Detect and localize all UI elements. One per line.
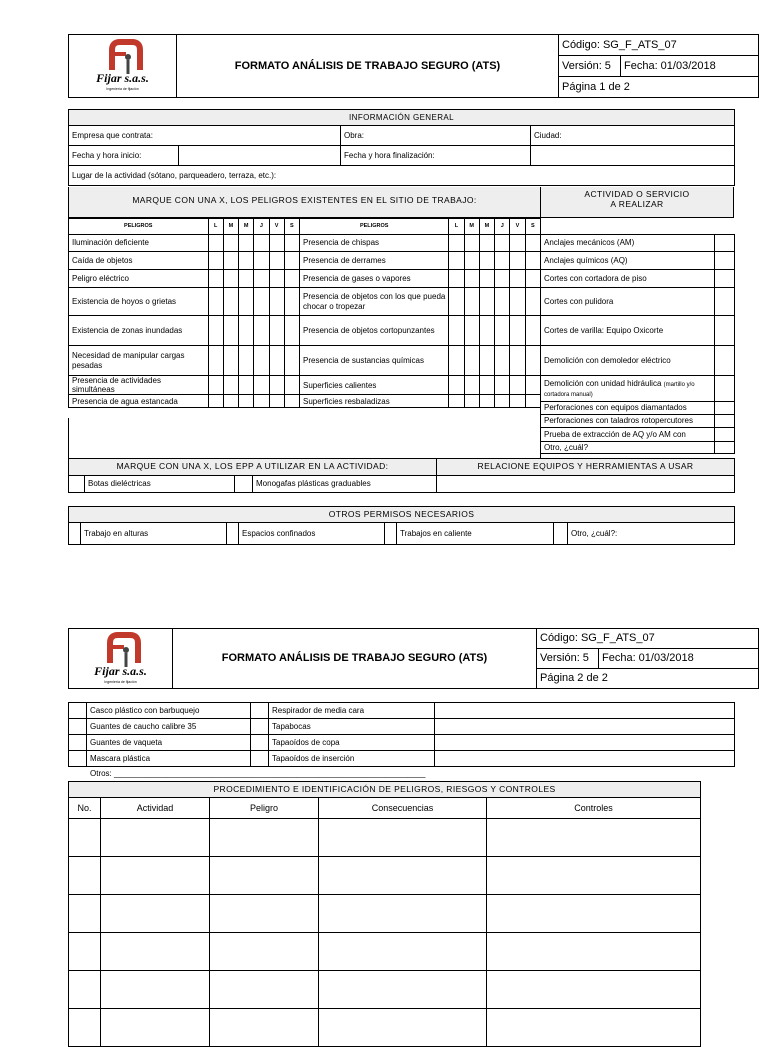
activity-label <box>541 402 715 415</box>
hazard-check[interactable] <box>269 376 284 395</box>
hazard-check[interactable] <box>510 395 525 408</box>
permit-check[interactable] <box>554 523 568 545</box>
epp-check[interactable] <box>251 719 269 735</box>
hazard-label: Iluminación deficiente <box>69 235 209 252</box>
activity-row <box>541 346 735 376</box>
hazard-label: Necesidad de manipular cargas pesadas <box>69 346 209 376</box>
logo-text: Fijar s.a.s. <box>96 71 149 85</box>
activity-label <box>541 316 715 346</box>
activity-row <box>541 402 735 415</box>
hazard-check[interactable] <box>223 270 238 288</box>
hazard-check[interactable] <box>449 376 464 395</box>
epp-item: Guantes de caucho calibre 35 <box>87 719 251 735</box>
hazard-check[interactable] <box>510 270 525 288</box>
hazard-check[interactable] <box>464 316 479 346</box>
document-title: FORMATO ANÁLISIS DE TRABAJO SEGURO (ATS) <box>173 629 537 689</box>
day-label: L <box>208 219 223 235</box>
hazard-check[interactable] <box>284 346 299 376</box>
hazard-label: Presencia de derrames <box>300 252 449 270</box>
equipment-field[interactable] <box>435 735 735 751</box>
epp-item: Monogafas plásticas graduables <box>253 476 437 493</box>
logo-subtitle: Ingeniería de fijación <box>106 87 139 91</box>
activity-text: Anclajes químicos (AQ) <box>544 255 628 265</box>
hazard-check[interactable] <box>254 235 269 252</box>
hazard-check[interactable] <box>525 376 540 395</box>
activity-label <box>541 252 715 270</box>
hazard-check[interactable] <box>208 252 223 270</box>
activity-check[interactable] <box>715 376 735 402</box>
activity-check[interactable] <box>715 402 735 415</box>
hazard-check[interactable] <box>464 395 479 408</box>
hazard-check[interactable] <box>495 288 510 316</box>
day-label: S <box>284 219 299 235</box>
hazard-check[interactable] <box>495 316 510 346</box>
hazard-check[interactable] <box>479 376 494 395</box>
hazard-check[interactable] <box>269 346 284 376</box>
procedure-cell[interactable] <box>101 895 210 933</box>
hazard-check[interactable] <box>208 346 223 376</box>
hazard-label: Presencia de gases o vapores <box>300 270 449 288</box>
day-label: J <box>254 219 269 235</box>
hazards-heading: MARQUE CON UNA X, LOS PELIGROS EXISTENTES EN EL SITIO DE TRABAJO: <box>68 187 541 218</box>
hazard-check[interactable] <box>449 316 464 346</box>
page1-header <box>68 34 759 98</box>
activity-check[interactable] <box>715 415 735 428</box>
hazard-check[interactable] <box>269 252 284 270</box>
epp-heading: MARQUE CON UNA X, LOS EPP A UTILIZAR EN LA ACTIVIDAD: <box>69 459 437 476</box>
procedure-column-header: Controles <box>487 798 701 819</box>
hazard-check[interactable] <box>479 252 494 270</box>
permit-item: Otro, ¿cuál?: <box>568 523 735 545</box>
document-code: Código: SG_F_ATS_07 <box>537 629 759 649</box>
procedure-cell[interactable] <box>319 819 487 857</box>
epp2-table <box>68 702 735 767</box>
epp-check[interactable] <box>69 476 85 493</box>
equipment-field[interactable] <box>437 476 735 493</box>
procedure-cell[interactable] <box>487 1009 701 1047</box>
permit-check[interactable] <box>385 523 397 545</box>
fecha-inicio-label: Fecha y hora inicio: <box>69 146 179 166</box>
epp-item: Tapaoídos de inserción <box>269 751 435 767</box>
activity-check[interactable] <box>715 316 735 346</box>
activity-text: Cortes con pulidora <box>544 296 614 306</box>
hazard-check[interactable] <box>239 316 254 346</box>
hazard-check[interactable] <box>510 376 525 395</box>
empresa-field[interactable]: Empresa que contrata: <box>69 126 341 146</box>
hazard-check[interactable] <box>525 346 540 376</box>
procedure-cell[interactable] <box>210 895 319 933</box>
hazard-check[interactable] <box>449 346 464 376</box>
hazard-check[interactable] <box>510 252 525 270</box>
activity-row <box>541 376 735 402</box>
hazard-check[interactable] <box>479 270 494 288</box>
permit-item: Espacios confinados <box>239 523 385 545</box>
hazard-label: Presencia de sustancias químicas <box>300 346 449 376</box>
activity-text: Otro, ¿cuál? <box>544 442 589 452</box>
epp-check[interactable] <box>251 751 269 767</box>
hazard-check[interactable] <box>239 252 254 270</box>
hazard-check[interactable] <box>239 346 254 376</box>
procedure-table <box>68 781 701 1047</box>
procedure-cell[interactable] <box>487 895 701 933</box>
fecha-fin-field[interactable] <box>531 146 735 166</box>
hazard-check[interactable] <box>525 288 540 316</box>
procedure-column-header: No. <box>69 798 101 819</box>
permit-check[interactable] <box>69 523 81 545</box>
activity-label <box>541 415 715 428</box>
procedure-column-header: Peligro <box>210 798 319 819</box>
ciudad-field[interactable]: Ciudad: <box>531 126 735 146</box>
company-logo <box>88 38 158 94</box>
company-logo <box>86 631 156 687</box>
procedure-cell[interactable] <box>69 857 101 895</box>
procedure-row <box>69 933 701 971</box>
procedure-cell[interactable] <box>487 857 701 895</box>
activity-row <box>541 235 735 252</box>
procedure-row <box>69 819 701 857</box>
activity-text: Perforaciones con equipos diamantados <box>544 403 687 413</box>
activity-row <box>541 252 735 270</box>
hazard-check[interactable] <box>479 346 494 376</box>
hazard-check[interactable] <box>269 235 284 252</box>
hazard-label: Presencia de objetos cortopunzantes <box>300 316 449 346</box>
hazard-check[interactable] <box>254 346 269 376</box>
procedure-cell[interactable] <box>101 857 210 895</box>
obra-field[interactable]: Obra: <box>341 126 531 146</box>
procedure-cell[interactable] <box>101 1009 210 1047</box>
procedure-cell[interactable] <box>487 819 701 857</box>
epp-item: Guantes de vaqueta <box>87 735 251 751</box>
hazard-row <box>69 252 541 270</box>
procedure-cell[interactable] <box>69 971 101 1009</box>
document-version: Versión: 5 <box>559 56 621 77</box>
activity-row <box>541 428 735 442</box>
hazard-check[interactable] <box>223 395 238 408</box>
activity-row <box>541 415 735 428</box>
fecha-fin-label: Fecha y hora finalización: <box>341 146 531 166</box>
hazard-check[interactable] <box>269 395 284 408</box>
hazard-check[interactable] <box>223 346 238 376</box>
procedure-cell[interactable] <box>69 1009 101 1047</box>
hazard-col-label: PELIGROS <box>300 219 449 235</box>
hazards-blank-area <box>68 418 541 459</box>
hazard-check[interactable] <box>525 395 540 408</box>
equipment-heading: RELACIONE EQUIPOS Y HERRAMIENTAS A USAR <box>437 459 735 476</box>
epp-table <box>68 458 735 493</box>
document-version: Versión: 5 <box>537 649 599 669</box>
epp-item: Casco plástico con barbuquejo <box>87 703 251 719</box>
day-label: M <box>223 219 238 235</box>
procedure-cell[interactable] <box>210 971 319 1009</box>
procedure-column-header: Actividad <box>101 798 210 819</box>
hazard-check[interactable] <box>208 270 223 288</box>
general-info-table <box>68 109 735 186</box>
hazard-check[interactable] <box>239 376 254 395</box>
permit-item: Trabajos en caliente <box>397 523 554 545</box>
hazard-check[interactable] <box>449 270 464 288</box>
day-label: M <box>464 219 479 235</box>
hazard-label: Presencia de chispas <box>300 235 449 252</box>
hazard-check[interactable] <box>223 376 238 395</box>
hazard-check[interactable] <box>284 316 299 346</box>
document-title: FORMATO ANÁLISIS DE TRABAJO SEGURO (ATS) <box>177 35 559 98</box>
hazard-check[interactable] <box>464 376 479 395</box>
hazard-check[interactable] <box>510 288 525 316</box>
hazard-check[interactable] <box>284 270 299 288</box>
hazard-check[interactable] <box>464 346 479 376</box>
activities-table <box>540 234 735 454</box>
activity-label <box>541 376 715 402</box>
activity-text: Cortes de varilla: Equipo Oxicorte <box>544 325 664 335</box>
procedure-row <box>69 857 701 895</box>
permits-table <box>68 506 735 545</box>
activity-check[interactable] <box>715 235 735 252</box>
activity-check[interactable] <box>715 252 735 270</box>
hazard-row <box>69 376 541 395</box>
equipment-field[interactable] <box>435 751 735 767</box>
activity-text: Prueba de extracción de AQ y/o AM con <box>544 429 686 439</box>
activity-row <box>541 442 735 454</box>
activity-text: Demolición con demoledor eléctrico <box>544 355 671 365</box>
procedure-cell[interactable] <box>69 895 101 933</box>
activity-row <box>541 316 735 346</box>
activity-label <box>541 428 715 442</box>
hazard-label: Presencia de objetos con los que pueda chocar o tropezar <box>300 288 449 316</box>
hazard-check[interactable] <box>223 288 238 316</box>
document-date: Fecha: 01/03/2018 <box>599 649 759 669</box>
hazard-check[interactable] <box>284 288 299 316</box>
page-number: Página 2 de 2 <box>537 669 759 689</box>
hazard-check[interactable] <box>525 252 540 270</box>
procedure-cell[interactable] <box>69 819 101 857</box>
procedure-cell[interactable] <box>101 819 210 857</box>
section-heading: INFORMACIÓN GENERAL <box>69 110 735 126</box>
page2-header <box>68 628 759 689</box>
epp-check[interactable] <box>251 703 269 719</box>
otros-line[interactable]: Otros: ______________________________________________________________________ <box>90 769 426 778</box>
hazard-check[interactable] <box>495 376 510 395</box>
document-code: Código: SG_F_ATS_07 <box>559 35 759 56</box>
hazard-check[interactable] <box>284 235 299 252</box>
activity-label <box>541 442 715 454</box>
procedure-cell[interactable] <box>319 1009 487 1047</box>
activity-check[interactable] <box>715 442 735 454</box>
procedure-cell[interactable] <box>487 971 701 1009</box>
procedure-cell[interactable] <box>210 933 319 971</box>
hazard-check[interactable] <box>449 252 464 270</box>
equipment-field[interactable] <box>435 703 735 719</box>
procedure-cell[interactable] <box>319 857 487 895</box>
hazard-check[interactable] <box>208 376 223 395</box>
activity-row <box>541 288 735 316</box>
hazard-label: Existencia de hoyos o grietas <box>69 288 209 316</box>
hazard-check[interactable] <box>223 235 238 252</box>
procedure-cell[interactable] <box>69 933 101 971</box>
permit-check[interactable] <box>227 523 239 545</box>
activity-label <box>541 288 715 316</box>
procedure-cell[interactable] <box>210 857 319 895</box>
day-label: S <box>525 219 540 235</box>
activity-check[interactable] <box>715 346 735 376</box>
hazard-check[interactable] <box>254 252 269 270</box>
epp-item: Mascara plástica <box>87 751 251 767</box>
hazard-check[interactable] <box>479 395 494 408</box>
permit-item: Trabajo en alturas <box>81 523 227 545</box>
epp-item: Tapabocas <box>269 719 435 735</box>
hazard-check[interactable] <box>479 235 494 252</box>
activity-text: Demolición con unidad hidráulica <box>544 378 662 388</box>
hazard-check[interactable] <box>464 288 479 316</box>
procedure-cell[interactable] <box>319 933 487 971</box>
hazard-check[interactable] <box>269 316 284 346</box>
hazard-check[interactable] <box>510 346 525 376</box>
procedure-heading: PROCEDIMIENTO E IDENTIFICACIÓN DE PELIGROS, RIESGOS Y CONTROLES <box>69 782 701 798</box>
epp-check[interactable] <box>69 735 87 751</box>
hazard-check[interactable] <box>464 252 479 270</box>
hazard-row <box>69 346 541 376</box>
hazard-check[interactable] <box>464 270 479 288</box>
hazard-check[interactable] <box>254 270 269 288</box>
epp-check[interactable] <box>235 476 253 493</box>
activity-heading: ACTIVIDAD O SERVICIO A REALIZAR <box>540 187 734 218</box>
day-label: M <box>239 219 254 235</box>
hazard-check[interactable] <box>223 252 238 270</box>
procedure-column-header: Consecuencias <box>319 798 487 819</box>
hazard-check[interactable] <box>449 395 464 408</box>
day-label: L <box>449 219 464 235</box>
hazard-check[interactable] <box>208 288 223 316</box>
hazard-check[interactable] <box>495 346 510 376</box>
hazard-check[interactable] <box>284 252 299 270</box>
hazard-check[interactable] <box>269 288 284 316</box>
hazard-check[interactable] <box>254 376 269 395</box>
activity-text: Perforaciones con taladros rotopercutores <box>544 416 693 426</box>
day-label: J <box>495 219 510 235</box>
fecha-inicio-field[interactable] <box>179 146 341 166</box>
lugar-field[interactable]: Lugar de la actividad (sótano, parqueadero, terraza, etc.): <box>69 166 735 186</box>
activity-text: Anclajes mecánicos (AM) <box>544 238 635 248</box>
hazard-check[interactable] <box>239 235 254 252</box>
hazard-check[interactable] <box>510 316 525 346</box>
hazard-check[interactable] <box>495 252 510 270</box>
hazard-check[interactable] <box>208 235 223 252</box>
activity-label <box>541 235 715 252</box>
hazard-row <box>69 235 541 252</box>
hazard-label: Peligro eléctrico <box>69 270 209 288</box>
procedure-row <box>69 895 701 933</box>
hazard-check[interactable] <box>239 270 254 288</box>
hazards-table <box>68 218 541 408</box>
hazard-check[interactable] <box>254 395 269 408</box>
hazard-row <box>69 270 541 288</box>
hazard-row <box>69 316 541 346</box>
day-label: M <box>479 219 494 235</box>
epp-check[interactable] <box>69 719 87 735</box>
day-label: V <box>269 219 284 235</box>
hazard-check[interactable] <box>254 316 269 346</box>
hazard-check[interactable] <box>223 316 238 346</box>
epp-item: Respirador de media cara <box>269 703 435 719</box>
activity-label <box>541 270 715 288</box>
procedure-cell[interactable] <box>319 895 487 933</box>
epp-item: Botas dieléctricas <box>85 476 235 493</box>
hazard-label: Superficies resbaladizas <box>300 395 449 408</box>
hazard-check[interactable] <box>525 270 540 288</box>
permits-heading: OTROS PERMISOS NECESARIOS <box>69 507 735 523</box>
hazard-check[interactable] <box>269 270 284 288</box>
hazard-check[interactable] <box>284 395 299 408</box>
hazard-check[interactable] <box>525 235 540 252</box>
document-date: Fecha: 01/03/2018 <box>621 56 759 77</box>
hazard-check[interactable] <box>208 316 223 346</box>
hazard-check[interactable] <box>479 316 494 346</box>
procedure-cell[interactable] <box>210 1009 319 1047</box>
hazard-check[interactable] <box>525 316 540 346</box>
hazard-check[interactable] <box>495 270 510 288</box>
procedure-row <box>69 1009 701 1047</box>
hazard-col-label: PELIGROS <box>69 219 209 235</box>
procedure-cell[interactable] <box>487 933 701 971</box>
page-number: Página 1 de 2 <box>559 77 759 98</box>
logo-cell <box>69 35 177 98</box>
procedure-cell[interactable] <box>101 971 210 1009</box>
hazard-label: Superficies calientes <box>300 376 449 395</box>
epp-check[interactable] <box>69 751 87 767</box>
logo-text: Fijar s.a.s. <box>94 663 147 678</box>
activity-row <box>541 270 735 288</box>
activity-text: (martillo y/o cortadora manual) <box>544 381 695 398</box>
hazard-check[interactable] <box>464 235 479 252</box>
epp-check[interactable] <box>69 703 87 719</box>
hazard-label: Presencia de actividades simultáneas <box>69 376 209 395</box>
procedure-cell[interactable] <box>319 971 487 1009</box>
hazard-label: Existencia de zonas inundadas <box>69 316 209 346</box>
procedure-cell[interactable] <box>101 933 210 971</box>
hazard-check[interactable] <box>495 395 510 408</box>
hazard-check[interactable] <box>254 288 269 316</box>
epp-item: Tapaoídos de copa <box>269 735 435 751</box>
epp-check[interactable] <box>251 735 269 751</box>
equipment-field[interactable] <box>435 719 735 735</box>
hazard-check[interactable] <box>284 376 299 395</box>
hazard-check[interactable] <box>449 288 464 316</box>
hazard-row <box>69 395 541 408</box>
activity-check[interactable] <box>715 270 735 288</box>
activity-text: Cortes con cortadora de piso <box>544 273 647 283</box>
hazard-check[interactable] <box>239 395 254 408</box>
hazard-check[interactable] <box>479 288 494 316</box>
hazard-check[interactable] <box>510 235 525 252</box>
activity-check[interactable] <box>715 428 735 442</box>
hazard-row <box>69 288 541 316</box>
activity-check[interactable] <box>715 288 735 316</box>
day-label: V <box>510 219 525 235</box>
hazard-check[interactable] <box>239 288 254 316</box>
hazard-label: Caída de objetos <box>69 252 209 270</box>
procedure-row <box>69 971 701 1009</box>
hazard-check[interactable] <box>208 395 223 408</box>
logo-subtitle: Ingeniería de fijación <box>104 679 137 684</box>
logo-cell <box>69 629 173 689</box>
hazard-check[interactable] <box>495 235 510 252</box>
hazard-check[interactable] <box>449 235 464 252</box>
procedure-cell[interactable] <box>210 819 319 857</box>
hazard-label: Presencia de agua estancada <box>69 395 209 408</box>
activity-label <box>541 346 715 376</box>
